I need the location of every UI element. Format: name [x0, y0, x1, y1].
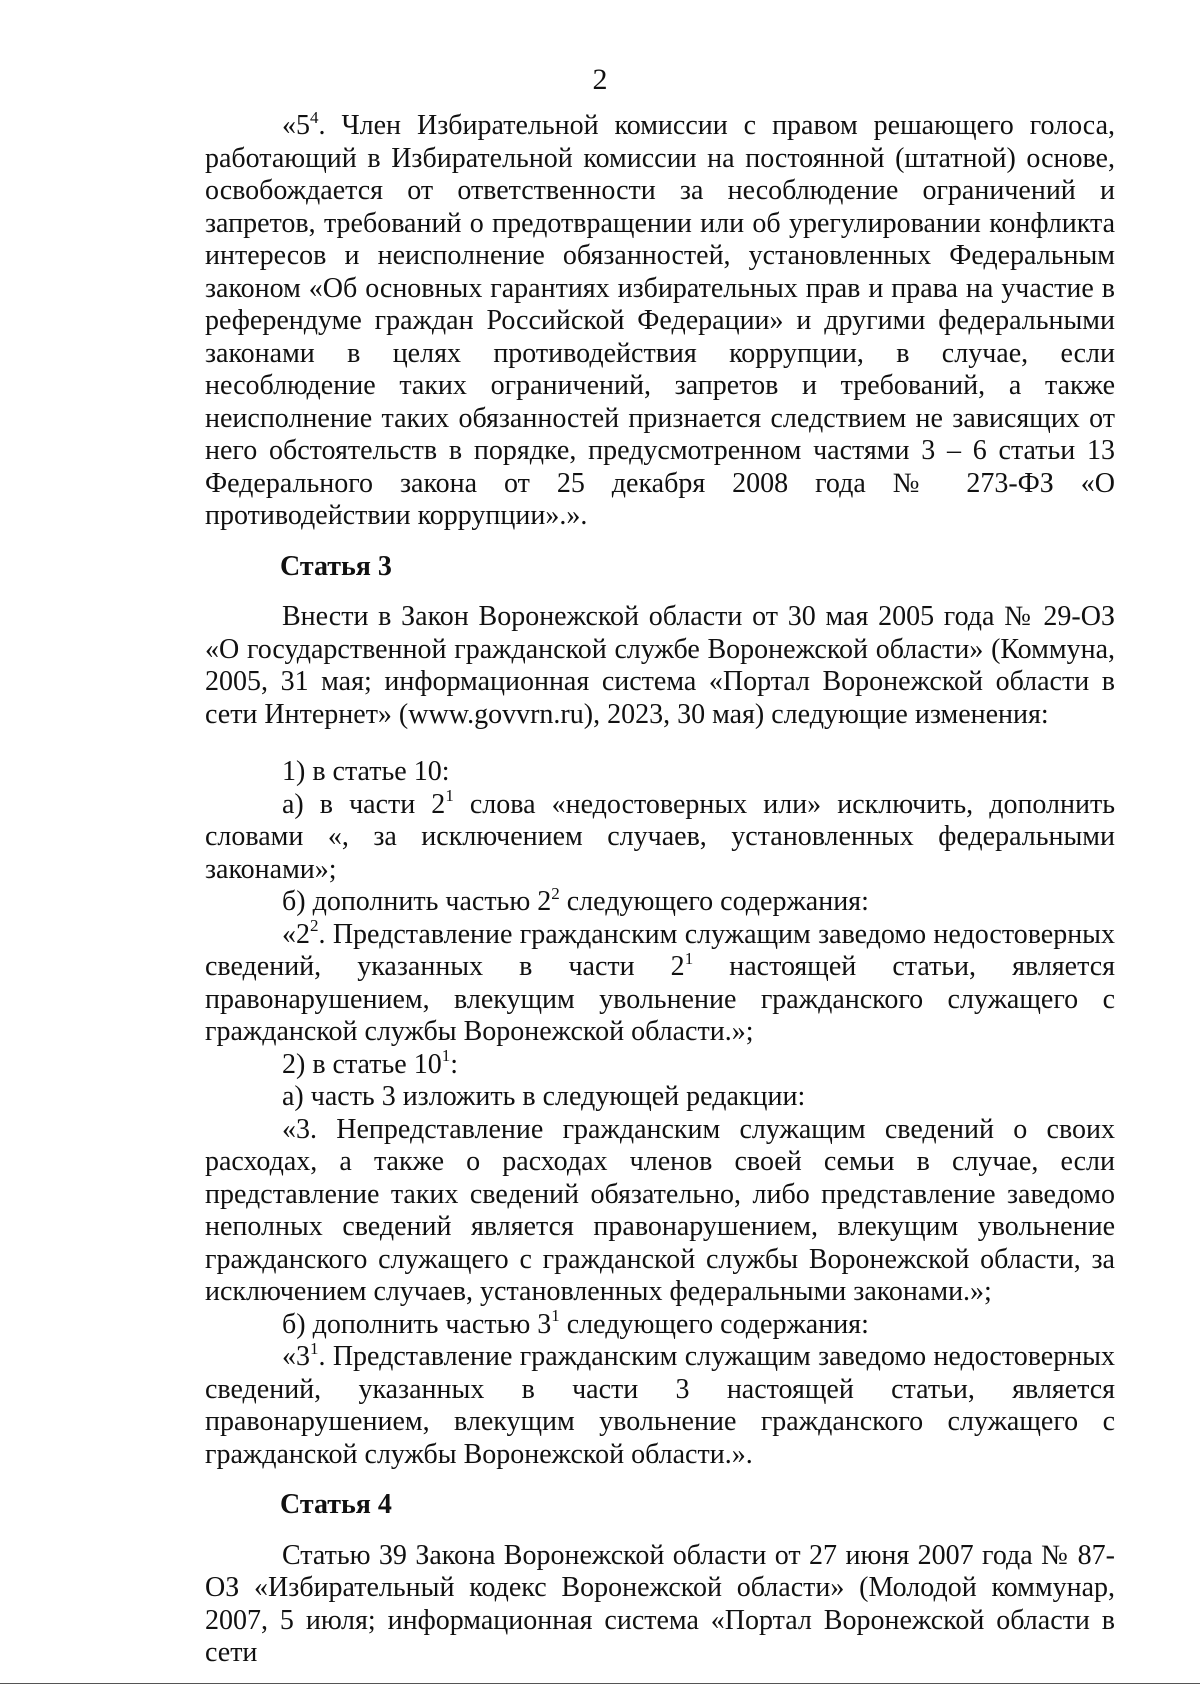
text-run: б) дополнить частью 2 — [282, 886, 552, 917]
quoted-part-3-1 — [205, 1338, 1115, 1471]
text-run: следующего содержания: — [559, 886, 869, 917]
quoted-part-2-2 — [205, 916, 1115, 1049]
list-item — [205, 883, 1115, 919]
text-run: настоящей статьи, является правонарушением, влекущим увольнение гражданского служащего с гражданской службы Воронежской области.»; — [205, 951, 1115, 1047]
text-run: . Представление гражданским служащим заведомо недостоверных сведений, указанных в части 3 настоящей статьи, является правонарушением, влекущим увольнение гражданского служащего с гражданской службы Воронежской области.». — [205, 1341, 1115, 1470]
text-run: . Член Избирательной комиссии с правом решающего голоса, работающий в Избирательной комиссии на постоянной (штатной) основе, освобождается от ответственности за несоблюдение ограничений и запретов, требований о предотвращении или об урегулировании конфликта интересов и неисполнение обязанностей, установленных Федеральным законом «Об основных гарантиях избирательных прав и права на участие в референдуме граждан Российской Федерации» и другими федеральными законами в целях противодействия коррупции, в случае, если несоблюдение таких ограничений, запретов и требований, а также неисполнение таких обязанностей признается следствием не зависящих от него обстоятельств в порядке, предусмотренном частями 3 – 6 статьи 13 Федерального закона от 25 декабря 2008 года № 273-ФЗ «О противодействии коррупции».». — [205, 110, 1115, 531]
text-run: б) дополнить частью 3 — [282, 1308, 552, 1340]
text-run: слова «недостоверных или» исключить, дополнить словами «, за исключением случаев, установленных федеральными законами»; — [205, 788, 1115, 885]
superscript: 1 — [551, 1306, 560, 1326]
list-item — [205, 1306, 1115, 1342]
paragraph-part-5-4 — [205, 107, 1115, 533]
superscript: 4 — [310, 107, 319, 127]
bottom-rule — [0, 1683, 1200, 1684]
superscript: 2 — [551, 883, 560, 903]
list-item: а) часть 3 изложить в следующей редакции: — [282, 1081, 806, 1112]
article-4-intro: Статью 39 Закона Воронежской области от 27 июня 2007 года № 87-ОЗ «Избирательный кодекс Воронежской области» (Молодой коммунар, 2007, 5 июля; информационная система «Портал Воронежской области в сети — [205, 1539, 1115, 1668]
list-item: 1) в статье 10: — [282, 756, 450, 787]
text-run: следующего содержания: — [559, 1308, 869, 1340]
list-item — [205, 786, 1115, 887]
page-number: 2 — [592, 63, 608, 96]
article-3-heading: Статья 3 — [280, 550, 392, 582]
superscript: 2 — [310, 916, 319, 936]
text-run: «5 — [282, 110, 310, 141]
superscript: 1 — [441, 1046, 451, 1066]
text-run: «3 — [282, 1341, 310, 1372]
document-body — [205, 107, 1115, 1670]
text-run: «2 — [282, 918, 310, 950]
text-run: : — [450, 1048, 458, 1080]
article-3-intro: Внести в Закон Воронежской области от 30 мая 2005 года № 29-ОЗ «О государственной гражданской службе Воронежской области» (Коммуна, 2005, 31 мая; информационная система «Портал Воронежской области в сети Интернет» (www.govvrn.ru), 2023, 30 мая) следующие изменения: — [205, 601, 1115, 730]
text-run: . Представление гражданским служащим заведомо недостоверных сведений, указанных в части 2 — [205, 918, 1115, 982]
superscript: 1 — [310, 1338, 319, 1358]
text-run: а) в части 2 — [282, 788, 446, 820]
list-item — [205, 1046, 1115, 1082]
superscript: 1 — [445, 786, 454, 806]
quoted-part-3: «3. Непредставление гражданским служащим сведений о своих расходах, а также о расходах членов своей семьи в случае, если представление таких сведений обязательно, либо представление заведомо неполных сведений является правонарушением, влекущим увольнение гражданского служащего с гражданской службы Воронежской области, за исключением случаев, установленных федеральными законами.»; — [205, 1113, 1115, 1307]
text-run: 2) в статье 10 — [282, 1048, 442, 1080]
superscript: 1 — [684, 948, 694, 968]
article-4-heading: Статья 4 — [280, 1489, 392, 1520]
